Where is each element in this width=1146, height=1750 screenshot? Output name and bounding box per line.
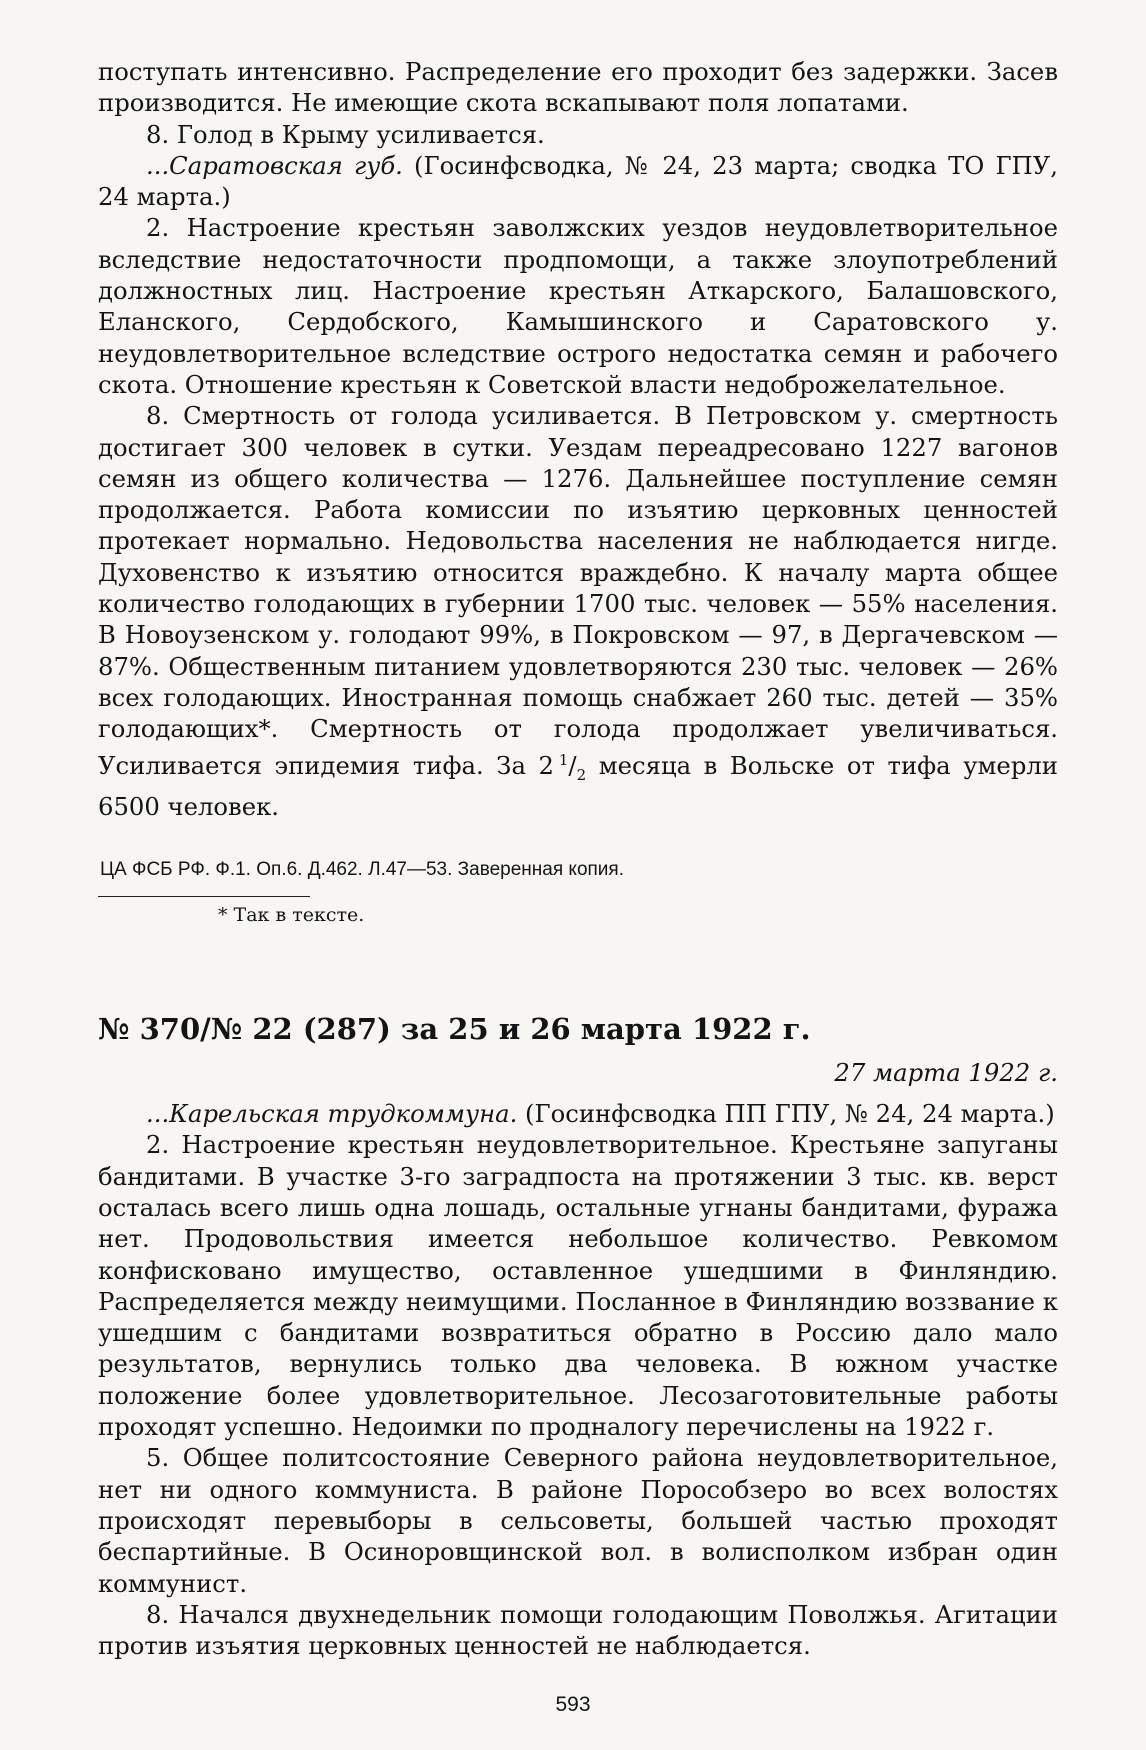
- region-saratov: ...Саратовская губ.: [146, 150, 403, 180]
- saratov-source: (Госинфсводка, № 24, 23 марта; сводка ТО ГПУ, 24 марта.): [98, 150, 1059, 212]
- paragraph-saratov-header: [98, 150, 1058, 213]
- famine-text-end: месяца в Вольске от тифа умерли 6500 человек.: [98, 750, 1058, 821]
- famine-text: 8. Смертность от голода усиливается. В Петровском у. смертность достигает 300 человек в сутки. Уездам переадресовано 1227 вагонов семян из общего количества — 1276. Дальнейшее поступление семян продолжается. Работа комиссии по изъятию церковных ценностей протекает нормально. Недовольства населения не наблюдается нигде. Духовенство к изъятию относится враждебно. К началу марта общее количество голодающих в губернии 1700 тыс. человек — 55% населения. В Новоузенском у. голодают 99%, в Покровском — 97, в Дергачевском — 87%. Общественным питанием удовлетворяются 230 тыс. человек — 26% всех голодающих. Иностранная помощь снабжает 260 тыс. детей — 35% голодающих*. Смертность от голода продолжает увеличиваться. Усиливается эпидемия тифа. За: [98, 401, 1058, 780]
- footnote: * Так в тексте.: [218, 904, 365, 927]
- page-number: 593: [555, 1693, 591, 1716]
- paragraph-crimea: 8. Голод в Крыму усиливается.: [146, 119, 545, 149]
- fraction-denominator: 2: [576, 765, 587, 784]
- paragraph-saratov-famine: 8. Смертность от голода усиливается. В Петровском у. смертность достигает 300 человек в сутки. Уездам переадресовано 1227 вагонов семян из общего количества — 1276. Дальнейшее поступление семян продолжается. Работа комиссии по изъятию церковных ценностей протекает нормально. Недовольства населения не наблюдается нигде. Духовенство к изъятию относится враждебно. К началу марта общее количество голодающих в губернии 1700 тыс. человек — 55% населения. В Новоузенском у. голодают 99%, в Покровском — 97, в Дергачевском — 87%. Общественным питанием удовлетворяются 230 тыс. человек — 26% всех голодающих. Иностранная помощь снабжает 260 тыс. детей — 35% голодающих*. Смертность от голода продолжает увеличиваться. Усиливается эпидемия тифа. За 2 $^1/_2$ месяца в Вольске от тифа умерли 6500 человек.: [98, 401, 1058, 821]
- karelia-source: (Госинфсводка ПП ГПУ, № 24, 24 марта.): [517, 1099, 1055, 1129]
- paragraph-famine-aid: 8. Начался двухнедельник помощи голодающим Поволжья. Агитации против изъятия церковных ценностей не наблюдается.: [98, 1599, 1058, 1661]
- document-heading: № 370/№ 22 (287) за 25 и 26 марта 1922 г.: [98, 1012, 811, 1047]
- fraction-whole: 2: [538, 750, 554, 780]
- paragraph-saratov-mood: 2. Настроение крестьян заволжских уездов неудовлетворительное вследствие недостаточности продпомощи, а также злоупотреблений должностных лиц. Настроение крестьян Аткарского, Балашовского, Еланского, Сердобского, Камышинского и Саратовского у. неудовлетворительное вследствие острого недостатка семян и рабочего скота. Отношение крестьян к Советской власти недоброжелательное.: [98, 213, 1058, 399]
- document-page: [98, 56, 1058, 1661]
- footnote-rule: [98, 896, 310, 897]
- document-date: 27 марта 1922 г.: [834, 1058, 1058, 1088]
- paragraph-karelia-mood: 2. Настроение крестьян неудовлетворительное. Крестьяне запуганы бандитами. В участке 3-го заградпоста на протяжении 3 тыс. кв. верст осталась всего лишь одна лошадь, остальные угнаны бандитами, фуража нет. Продовольствия имеется небольшое количество. Ревкомом конфисковано имущество, оставленное ушедшими в Финляндию. Распределяется между неимущими. Посланное в Финляндию воззвание к ушедшим с бандитами возвратиться обратно в Россию дало мало результатов, вернулись только два человека. В южном участке положение более удовлетворительное. Лесозаготовительные работы проходят успешно. Недоимки по продналогу перечислены на 1922 г.: [98, 1130, 1058, 1442]
- archive-source: ЦА ФСБ РФ. Ф.1. Оп.6. Д.462. Л.47—53. Заверенная копия.: [100, 859, 624, 881]
- region-karelia: ...Карельская трудкоммуна.: [146, 1099, 518, 1129]
- paragraph-continuation: поступать интенсивно. Распределение его проходит без задержки. Засев производится. Не имеющие скота вскапывают поля лопатами.: [98, 57, 1058, 118]
- paragraph-karelia-header: [98, 1098, 1058, 1129]
- paragraph-northern-district: 5. Общее политсостояние Северного района неудовлетворительное, нет ни одного коммуниста. В районе Порособзеро во всех волостях происходят перевыборы в сельсоветы, большей частью проходят беспартийные. В Осиноровщинской вол. в волисполком избран один коммунист.: [98, 1443, 1058, 1598]
- fraction-numerator: 1: [558, 750, 569, 769]
